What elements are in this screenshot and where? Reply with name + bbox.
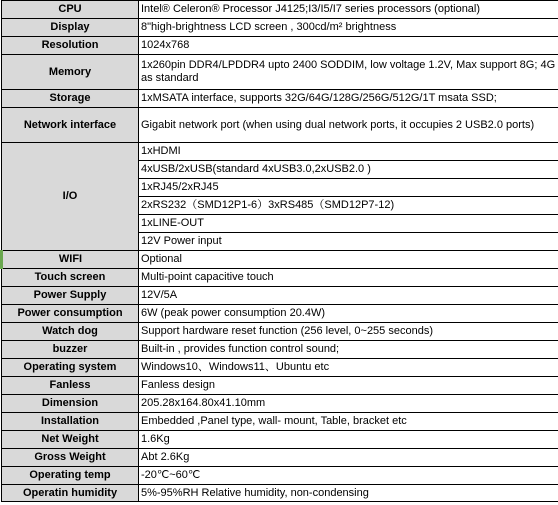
io-item: 1xRJ45/2xRJ45 [139, 179, 558, 197]
row-label-wifi: WIFI [2, 251, 139, 269]
row-label-cpu: CPU [2, 1, 139, 19]
row-value-fanless: Fanless design [139, 377, 558, 395]
io-item: 1xHDMI [139, 143, 558, 161]
table-row [2, 467, 558, 485]
table-row [2, 108, 558, 143]
table-row [2, 359, 558, 377]
row-value-display: 8"high-brightness LCD screen , 300cd/m² brightness [139, 19, 558, 37]
row-value-resolution: 1024x768 [139, 37, 558, 55]
row-label-storage: Storage [2, 90, 139, 108]
row-label-gross-weight: Gross Weight [2, 449, 139, 467]
row-value-buzzer: Built-in , provides function control sound; [139, 341, 558, 359]
table-row [2, 413, 558, 431]
row-label-power-supply: Power Supply [2, 287, 139, 305]
table-row [2, 90, 558, 108]
io-item: 2xRS232（SMD12P1-6）3xRS485（SMD12P7-12) [139, 197, 558, 215]
row-value-power-consumption: 6W (peak power consumption 20.4W) [139, 305, 558, 323]
io-item: 1xLINE-OUT [139, 215, 558, 233]
row-value-watch-dog: Support hardware reset function (256 level, 0~255 seconds) [139, 323, 558, 341]
row-value-net-weight: 1.6Kg [139, 431, 558, 449]
row-label-buzzer: buzzer [2, 341, 139, 359]
row-label-display: Display [2, 19, 139, 37]
row-value-installation: Embedded ,Panel type, wall- mount, Table, bracket etc [139, 413, 558, 431]
table-row [2, 449, 558, 467]
table-row [2, 1, 558, 19]
table-row [2, 37, 558, 55]
row-label-watch-dog: Watch dog [2, 323, 139, 341]
row-label-network: Network interface [2, 108, 139, 143]
row-value-storage: 1xMSATA interface, supports 32G/64G/128G/256G/512G/1T msata SSD; [139, 90, 558, 108]
row-label-operating-temp: Operating temp [2, 467, 139, 485]
io-item: 12V Power input [139, 233, 558, 251]
row-value-wifi: Optional [139, 251, 558, 269]
table-row [2, 19, 558, 37]
row-value-operating-temp: -20℃~60℃ [139, 467, 558, 485]
row-label-humidity: Operatin humidity [2, 485, 139, 502]
row-label-dimension: Dimension [2, 395, 139, 413]
table-row [2, 485, 558, 502]
table-row [2, 143, 558, 161]
table-row [2, 251, 558, 269]
row-label-resolution: Resolution [2, 37, 139, 55]
row-label-installation: Installation [2, 413, 139, 431]
row-value-gross-weight: Abt 2.6Kg [139, 449, 558, 467]
row-value-touch-screen: Multi-point capacitive touch [139, 269, 558, 287]
row-value-humidity: 5%-95%RH Relative humidity, non-condensing [139, 485, 558, 502]
table-row [2, 431, 558, 449]
row-label-net-weight: Net Weight [2, 431, 139, 449]
table-row [2, 377, 558, 395]
table-row [2, 269, 558, 287]
table-row [2, 395, 558, 413]
table-row [2, 287, 558, 305]
row-label-operating-system: Operating system [2, 359, 139, 377]
table-row [2, 305, 558, 323]
row-label-power-consumption: Power consumption [2, 305, 139, 323]
row-label-touch-screen: Touch screen [2, 269, 139, 287]
table-row [2, 323, 558, 341]
row-label-io: I/O [2, 143, 139, 251]
row-value-cpu: Intel® Celeron® Processor J4125;I3/I5/I7 series processors (optional) [139, 1, 558, 19]
row-value-memory: 1x260pin DDR4/LPDDR4 upto 2400 SODDIM, low voltage 1.2V, Max support 8G; 4G as standard [139, 55, 558, 90]
table-row [2, 55, 558, 90]
row-value-operating-system: Windows10、Windows11、Ubuntu etc [139, 359, 558, 377]
io-item: 4xUSB/2xUSB(standard 4xUSB3.0,2xUSB2.0 ) [139, 161, 558, 179]
row-value-network: Gigabit network port (when using dual network ports, it occupies 2 USB2.0 ports) [139, 108, 558, 143]
row-label-fanless: Fanless [2, 377, 139, 395]
row-label-memory: Memory [2, 55, 139, 90]
table-row [2, 341, 558, 359]
row-value-power-supply: 12V/5A [139, 287, 558, 305]
row-value-dimension: 205.28x164.80x41.10mm [139, 395, 558, 413]
